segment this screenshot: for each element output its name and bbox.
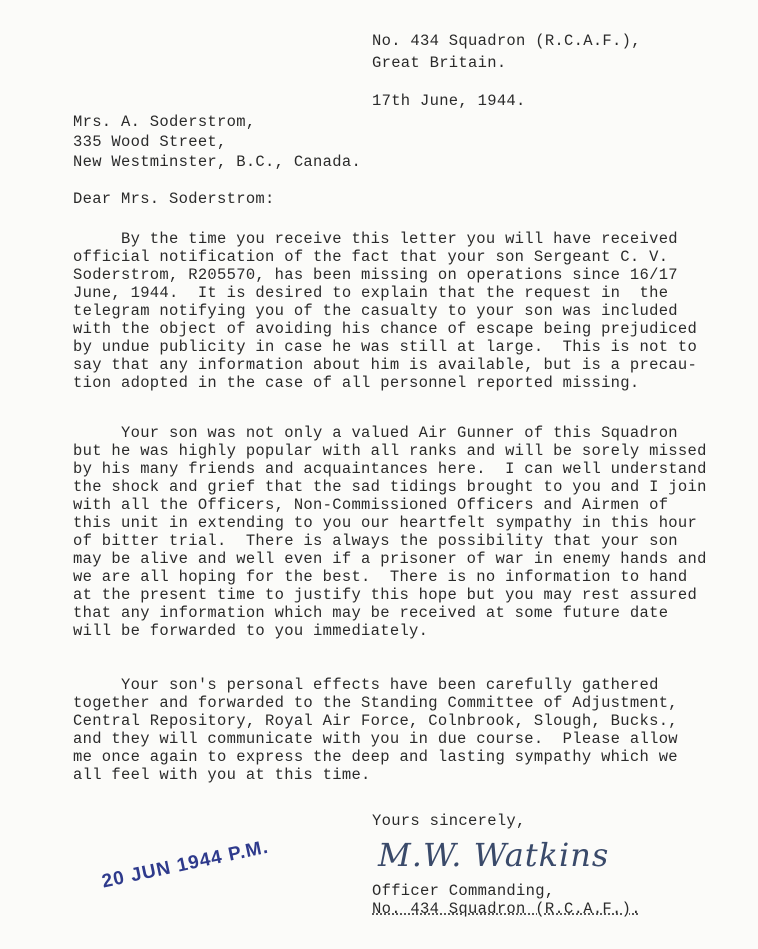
address-line: Mrs. A. Soderstrom,: [73, 113, 256, 131]
signatory-title: Officer Commanding,: [372, 882, 555, 900]
signature: M.W. Watkins: [378, 836, 610, 874]
letter-date: 17th June, 1944.: [372, 92, 526, 110]
paragraph-line: that any information which may be received at some future date: [73, 604, 669, 622]
paragraph-line: By the time you receive this letter you will have received: [73, 230, 678, 248]
paragraph-line: telegram notifying you of the casualty to your son was included: [73, 302, 678, 320]
paragraph-line: we are all hoping for the best. There is no information to hand: [73, 568, 688, 586]
paragraph-line: me once again to express the deep and lasting sympathy which we: [73, 748, 678, 766]
paragraph-line: Your son was not only a valued Air Gunner of this Squadron: [73, 424, 678, 442]
paragraph-line: by his many friends and acquaintances here. I can well understand: [73, 460, 707, 478]
paragraph-line: with all the Officers, Non-Commissioned Officers and Airmen of: [73, 496, 669, 514]
received-date-stamp: 20 JUN 1944 P.M.: [100, 836, 271, 893]
paragraph-line: this unit in extending to you our heartfelt sympathy in this hour: [73, 514, 698, 532]
letterhead-line: Great Britain.: [372, 54, 507, 72]
paragraph-line: by undue publicity in case he was still at large. This is not to: [73, 338, 698, 356]
paragraph-1: [73, 230, 697, 392]
letterhead: [372, 30, 641, 74]
paragraph-line: official notification of the fact that your son Sergeant C. V.: [73, 248, 669, 266]
signatory-unit: No. 434 Squadron (R.C.A.F.).: [372, 900, 641, 918]
paragraph-line: with the object of avoiding his chance of escape being prejudiced: [73, 320, 698, 338]
paragraph-line: all feel with you at this time.: [73, 766, 371, 784]
paragraph-line: will be forwarded to you immediately.: [73, 622, 429, 640]
paragraph-line: may be alive and well even if a prisoner of war in enemy hands and: [73, 550, 707, 568]
paragraph-3: [73, 676, 678, 784]
paragraph-line: tion adopted in the case of all personnel reported missing.: [73, 374, 640, 392]
paragraph-line: at the present time to justify this hope but you may rest assured: [73, 586, 698, 604]
paragraph-line: Central Repository, Royal Air Force, Colnbrook, Slough, Bucks.,: [73, 712, 678, 730]
paragraph-line: Your son's personal effects have been carefully gathered: [73, 676, 659, 694]
paragraph-2: [73, 424, 707, 640]
salutation: Dear Mrs. Soderstrom:: [73, 190, 275, 208]
paragraph-line: Soderstrom, R205570, has been missing on operations since 16/17: [73, 266, 678, 284]
recipient-address: [73, 112, 361, 172]
address-line: New Westminster, B.C., Canada.: [73, 153, 362, 171]
paragraph-line: say that any information about him is available, but is a precau-: [73, 356, 698, 374]
paragraph-line: of bitter trial. There is always the possibility that your son: [73, 532, 678, 550]
letterhead-line: No. 434 Squadron (R.C.A.F.),: [372, 32, 641, 50]
closing: Yours sincerely,: [372, 812, 526, 830]
paragraph-line: but he was highly popular with all ranks and will be sorely missed: [73, 442, 707, 460]
paragraph-line: June, 1944. It is desired to explain that the request in the: [73, 284, 669, 302]
address-line: 335 Wood Street,: [73, 133, 227, 151]
signatory-block: [372, 882, 641, 918]
paragraph-line: and they will communicate with you in due course. Please allow: [73, 730, 678, 748]
paragraph-line: together and forwarded to the Standing Committee of Adjustment,: [73, 694, 678, 712]
paragraph-line: the shock and grief that the sad tidings brought to you and I join: [73, 478, 707, 496]
